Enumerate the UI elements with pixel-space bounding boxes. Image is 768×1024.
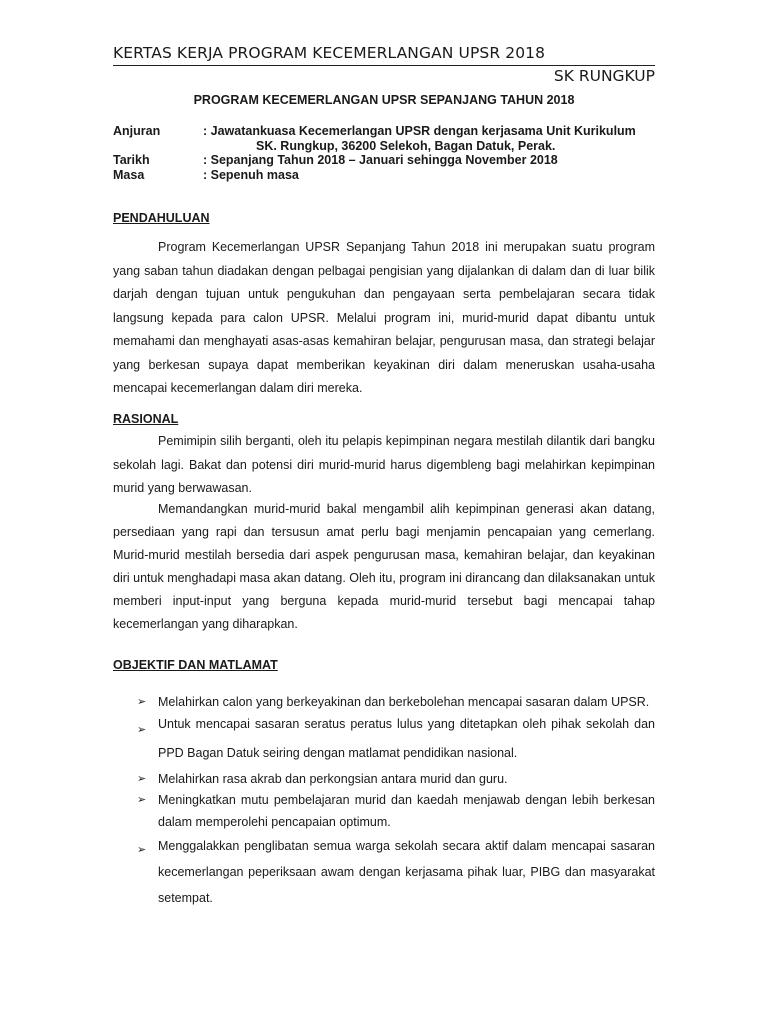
page-header-title: KERTAS KERJA PROGRAM KECEMERLANGAN UPSR 2018 [113,44,546,62]
list-item [113,710,655,768]
section-heading-objektif: OBJEKTIF DAN MATLAMAT [113,658,278,672]
meta-value: : Jawatankuasa Kecemerlangan UPSR dengan kerjasama Unit Kurikulum [203,124,636,138]
list-item [113,833,655,911]
meta-label: Anjuran [113,124,161,138]
arrow-bullet-icon: ➢ [137,696,147,708]
list-item [113,771,655,787]
meta-row-tarikh [113,153,673,168]
list-item-text: Meningkatkan mutu pembelajaran murid dan kaedah menjawab dengan lebih berkesan dalam memperolehi pencapaian optimum. [158,793,655,829]
arrow-bullet-icon: ➢ [137,794,147,806]
arrow-bullet-icon: ➢ [137,844,147,856]
page-header-school: SK RUNGKUP [553,67,655,85]
list-item [113,789,655,833]
meta-value: : Sepenuh masa [203,167,299,182]
header-divider [113,65,655,66]
meta-label: Tarikh [113,153,150,167]
paragraph-rasional-2: Memandangkan murid-murid bakal mengambil alih kepimpinan generasi akan datang, persediaan yang rapi dan tersusun amat perlu bagi menjamin pencapaian yang cemerlang. Murid-murid mestilah bersedia dari aspek pengurusan masa, kemahiran belajar, dan keyakinan diri untuk menghadapi masa akan datang. Oleh itu, program ini dirancang dan dilaksanakan untuk memberi input-input yang berguna kepada murid-murid tersebut bagi mencapai tahap kecemerlangan yang diharapkan. [113,502,656,631]
meta-label: Masa [113,167,145,182]
objective-list [113,694,655,911]
list-item [113,694,655,710]
paragraph-pendahuluan: Program Kecemerlangan UPSR Sepanjang Tahun 2018 ini merupakan suatu program yang saban tahun diadakan dengan pelbagai pengisian yang dijalankan di dalam dan di luar bilik darjah dengan tujuan untuk pengukuhan dan pengayaan serta pembelajaran secara tidak langsung kepada para calon UPSR. Melalui program ini, murid-murid dapat dibantu untuk memahami dan menghayati asas-asas kemahiran belajar, pengurusan masa, dan strategi belajar yang berkesan supaya dapat memberikan keyakinan diri dalam meneruskan usaha-usaha mencapai kecemerlangan dalam diri mereka. [113,240,655,395]
arrow-bullet-icon: ➢ [137,773,147,785]
list-item-text: Menggalakkan penglibatan semua warga sekolah secara aktif dalam mencapai sasaran kecemerlangan peperiksaan awam dengan kerjasama pihak luar, PIBG dan masyarakat setempat. [158,839,655,905]
meta-value: : Sepanjang Tahun 2018 – Januari sehingga November 2018 [203,153,558,167]
paragraph-rasional-1: Pemimipin silih berganti, oleh itu pelapis kepimpinan negara mestilah dilantik dari bangku sekolah lagi. Bakat dan potensi diri murid-murid harus digembleng bagi melahirkan kepimpinan murid yang berwawasan. [113,434,655,495]
section-heading-rasional: RASIONAL [113,412,179,426]
list-item-text: Melahirkan calon yang berkeyakinan dan berkebolehan mencapai sasaran dalam UPSR. [158,695,650,709]
meta-row-anjuran [113,124,673,139]
document-title: PROGRAM KECEMERLANGAN UPSR SEPANJANG TAHUN 2018 [193,93,575,107]
list-item-text: Untuk mencapai sasaran seratus peratus lulus yang ditetapkan oleh pihak sekolah dan PPD Bagan Datuk seiring dengan matlamat pendidikan nasional. [158,717,655,760]
meta-row-anjuran-continuation [113,139,673,154]
document-meta [113,124,673,182]
list-item-text: Melahirkan rasa akrab dan perkongsian antara murid dan guru. [158,772,508,786]
meta-row-masa [113,168,673,183]
section-heading-pendahuluan: PENDAHULUAN [113,211,210,225]
arrow-bullet-icon: ➢ [137,724,147,736]
meta-value-continuation: SK. Rungkup, 36200 Selekoh, Bagan Datuk, Perak. [256,138,556,153]
